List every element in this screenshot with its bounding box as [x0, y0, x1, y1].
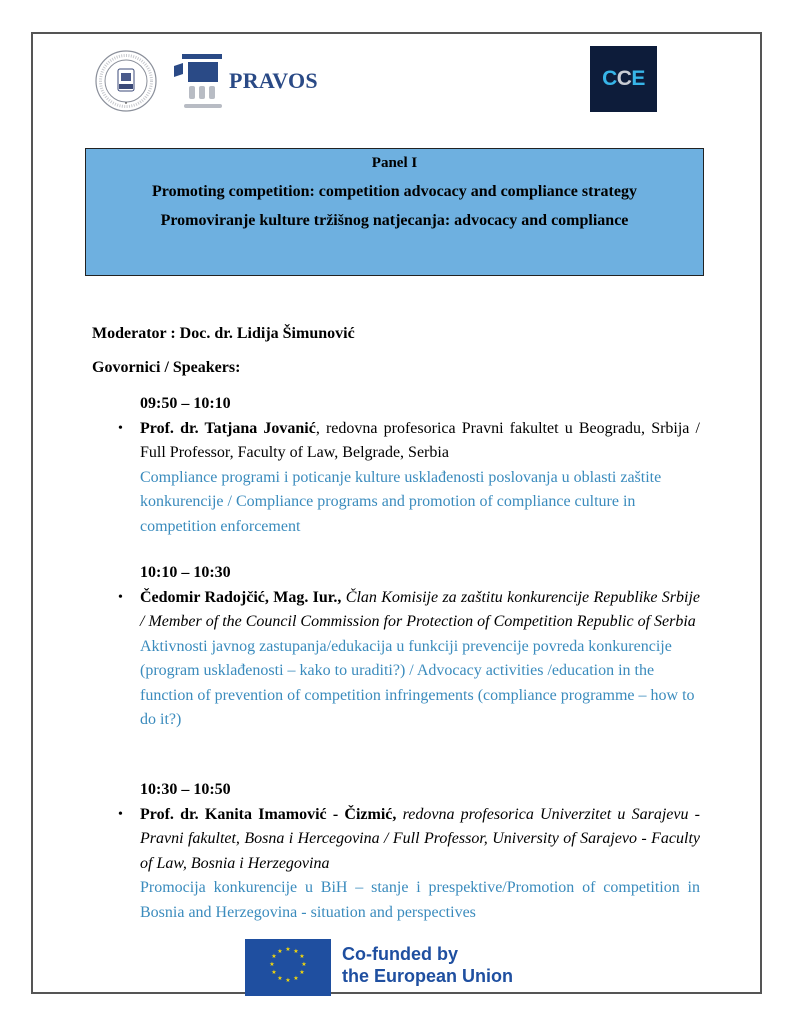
cce-logo-text: [602, 67, 645, 91]
speakers-label: Govornici / Speakers:: [92, 359, 241, 376]
svg-text:★: ★: [269, 961, 275, 968]
svg-text:★: ★: [285, 946, 291, 953]
speaker-entry: [117, 803, 700, 926]
panel-header-box: [85, 148, 704, 276]
panel-subtitle-en: Promoting competition: competition advocacy and compliance strategy: [152, 183, 637, 200]
talk-topic: Compliance programi i poticanje kulture usklađenosti poslovanja u oblasti zaštite konkurencije / Compliance programs and promotion of compliance culture in competition enforcement: [140, 468, 662, 535]
speaker-role: Član Komisije za zaštitu konkurencije Republike Srbije / Member of the Council Commission for Protection of Competition Republic of Serbia: [140, 588, 700, 630]
speaker-name: Čedomir Radojčić, Mag. Iur.,: [140, 588, 342, 606]
bullet-icon: •: [118, 589, 123, 605]
svg-text:★: ★: [285, 977, 291, 984]
eu-cofunded-text: [342, 943, 513, 987]
svg-text:★: ★: [271, 969, 277, 976]
session-1: [117, 392, 700, 539]
moderator-line: Moderator : Doc. dr. Lidija Šimunović: [92, 325, 355, 342]
svg-text:★: ★: [293, 948, 299, 955]
panel-title: Panel I: [371, 155, 418, 171]
session-2: [117, 561, 700, 733]
speaker-role: , redovna profesorica Pravni fakultet u Beogradu, Srbija / Full Professor, Faculty of Law, Belgrade, Serbia: [140, 419, 701, 461]
pravos-logo-text: PRAVOS: [229, 68, 318, 93]
svg-text:★: ★: [299, 953, 305, 960]
speaker-name: Prof. dr. Tatjana Jovanić: [140, 419, 316, 437]
pravos-logo-icon: [172, 52, 224, 112]
university-seal-icon: [94, 49, 158, 113]
cce-letter-c1: C: [602, 67, 617, 90]
speaker-name: Prof. dr. Kanita Imamović - Čizmić,: [140, 805, 397, 823]
bullet-icon: •: [118, 420, 123, 436]
session-3: [117, 778, 700, 925]
svg-text:★: ★: [299, 969, 305, 976]
cce-letter-e: E: [631, 67, 645, 90]
cce-logo: [590, 46, 657, 112]
eu-text-line-1: Co-funded by: [342, 944, 458, 964]
panel-subtitle-hr: Promoviranje kulture tržišnog natjecanja: advocacy and compliance: [160, 212, 629, 229]
svg-text:★: ★: [293, 975, 299, 982]
eu-text-line-2: the European Union: [342, 966, 513, 986]
session-time: 10:30 – 10:50: [140, 781, 231, 798]
cce-letter-c2: C: [616, 67, 632, 90]
talk-topic: Promocija konkurencije u BiH – stanje i prespektive/Promotion of competition in Bosnia and Herzegovina - situation and perspectives: [140, 879, 700, 921]
session-time: 09:50 – 10:10: [140, 395, 231, 412]
eu-flag-icon: [245, 939, 331, 996]
svg-text:★: ★: [271, 953, 277, 960]
talk-topic: Aktivnosti javnog zastupanja/edukacija u funkciji prevencije povreda konkurencije (program usklađenosti – kako to uraditi?) / Advocacy activities /education in the function of prevention of competition infringements (compliance programme – how to do it?): [140, 637, 695, 728]
speaker-entry: [117, 417, 700, 540]
svg-text:★: ★: [301, 961, 307, 968]
speaker-entry: [117, 586, 700, 733]
session-time: 10:10 – 10:30: [140, 564, 231, 581]
bullet-icon: •: [118, 806, 123, 822]
speaker-role: redovna profesorica Univerzitet u Sarajevu - Pravni fakultet, Bosna i Hercegovina / Full Professor, University of Sarajevo - Faculty of Law, Bosnia i Herzegovina: [140, 805, 701, 872]
svg-text:★: ★: [277, 975, 283, 982]
svg-text:★: ★: [277, 948, 283, 955]
